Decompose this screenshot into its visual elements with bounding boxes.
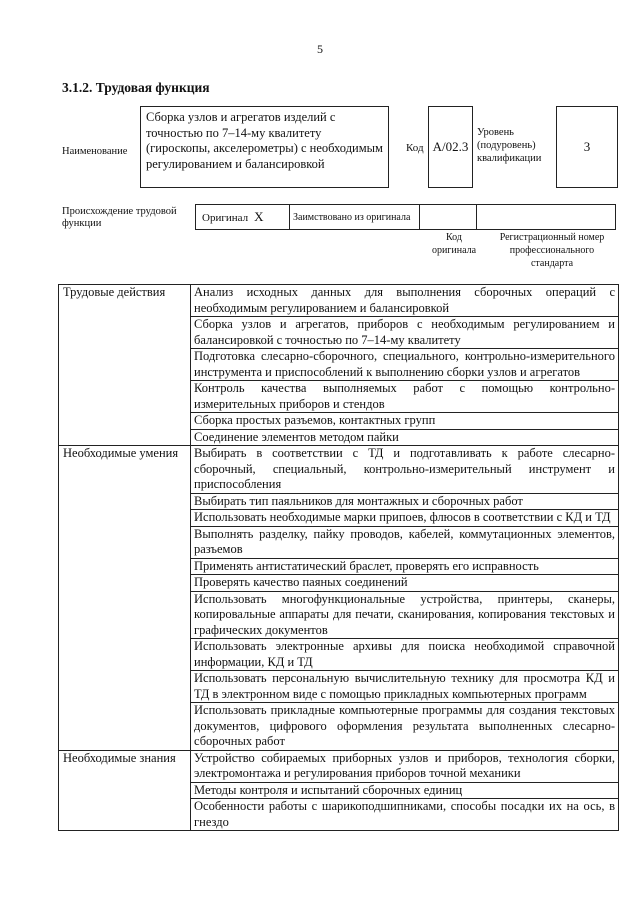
original-mark: X [254,209,264,224]
table-row [59,285,619,317]
code-label: Код [406,142,424,154]
table-item: Соединение элементов методом пайки [191,429,619,446]
table-item: Проверять качество паяных соединений [191,575,619,592]
reg-caption-line-2: профессионального [509,245,595,256]
table-item: Устройство собираемых приборных узлов и приборов, технология сборки, электромонтажа и регулирования приборов точной механики [191,750,619,782]
page-number: 5 [317,42,323,56]
section-title: 3.1.2. Трудовая функция [62,80,210,95]
function-details-body [59,285,619,831]
table-item: Использовать персональную вычислительную технику для просмотра КД и ТД в электронном виде с помощью прикладных компьютерных программ [191,671,619,703]
origin-code-caption-line-2: оригинала [431,245,477,256]
origin-code-cell [420,205,477,230]
table-item: Применять антистатический браслет, проверять его исправность [191,558,619,575]
name-label: Наименование [62,146,128,157]
table-item: Сборка простых разъемов, контактных групп [191,413,619,430]
table-item: Выбирать тип паяльников для монтажных и сборочных работ [191,493,619,510]
registration-number-cell [477,205,616,230]
table-item: Особенности работы с шарикоподшипниками, способы посадки их на ось, в гнездо [191,799,619,831]
borrowed-label: Заимствовано из оригинала [290,205,420,230]
table-item: Сборка узлов и агрегатов, приборов с необходимым регулированием и балансировкой с точностью по 7–14-му квалитету [191,317,619,349]
qualification-level-value: 3 [556,106,618,188]
origin-code-caption [425,231,483,257]
registration-number-caption [486,231,618,270]
table-item: Выполнять разделку, пайку проводов, кабелей, коммутационных элементов, разъемов [191,526,619,558]
table-row [59,750,619,782]
table-item: Использовать многофункциональные устройства, принтеры, сканеры, копировальные аппараты для печати, сканирования, копирования текстовых и графических документов [191,591,619,639]
origin-table [195,204,616,230]
reg-caption-line-3: стандарта [530,258,574,269]
level-label-line-3: квалификации [477,153,542,164]
level-label-line-2: (подуровень) [477,140,536,151]
function-details-table [58,284,619,831]
table-item: Анализ исходных данных для выполнения сборочных операций с необходимым регулированием и балансировкой [191,285,619,317]
table-item: Использовать электронные архивы для поиска необходимой справочной информации, КД и ТД [191,639,619,671]
qualification-level-label [477,126,541,165]
origin-label [62,206,177,230]
origin-label-line-2: функции [62,218,102,229]
category-label: Трудовые действия [59,285,191,446]
table-row [59,446,619,494]
original-label: Оригинал [202,212,249,224]
function-name-value: Сборка узлов и агрегатов изделий с точностью по 7–14-му квалитету (гироскопы, акселерометры) с необходимым регулированием и балансировкой [140,106,389,188]
table-item: Методы контроля и испытаний сборочных единиц [191,782,619,799]
origin-code-caption-line-1: Код [446,232,462,243]
level-label-line-1: Уровень [477,127,514,138]
table-item: Выбирать в соответствии с ТД и подготавливать к работе слесарно-сборочный, специальный, контрольно-измерительный инструмент и приспособления [191,446,619,494]
category-label: Необходимые знания [59,750,191,831]
table-item: Использовать необходимые марки припоев, флюсов в соответствии с КД и ТД [191,510,619,527]
reg-caption-line-1: Регистрационный номер [499,232,605,243]
table-item: Использовать прикладные компьютерные программы для создания текстовых документов, цифрового оформления результата выполненных слесарно-сборочных работ [191,703,619,751]
original-cell [196,205,290,230]
origin-label-line-1: Происхождение трудовой [62,206,177,217]
table-item: Контроль качества выполняемых работ с помощью контрольно-измерительных приборов и стендов [191,381,619,413]
code-value: A/02.3 [428,106,473,188]
table-item: Подготовка слесарно-сборочного, специального, контрольно-измерительного инструмента и приспособлений к выполнению сборки узлов и агрегатов [191,349,619,381]
category-label: Необходимые умения [59,446,191,751]
